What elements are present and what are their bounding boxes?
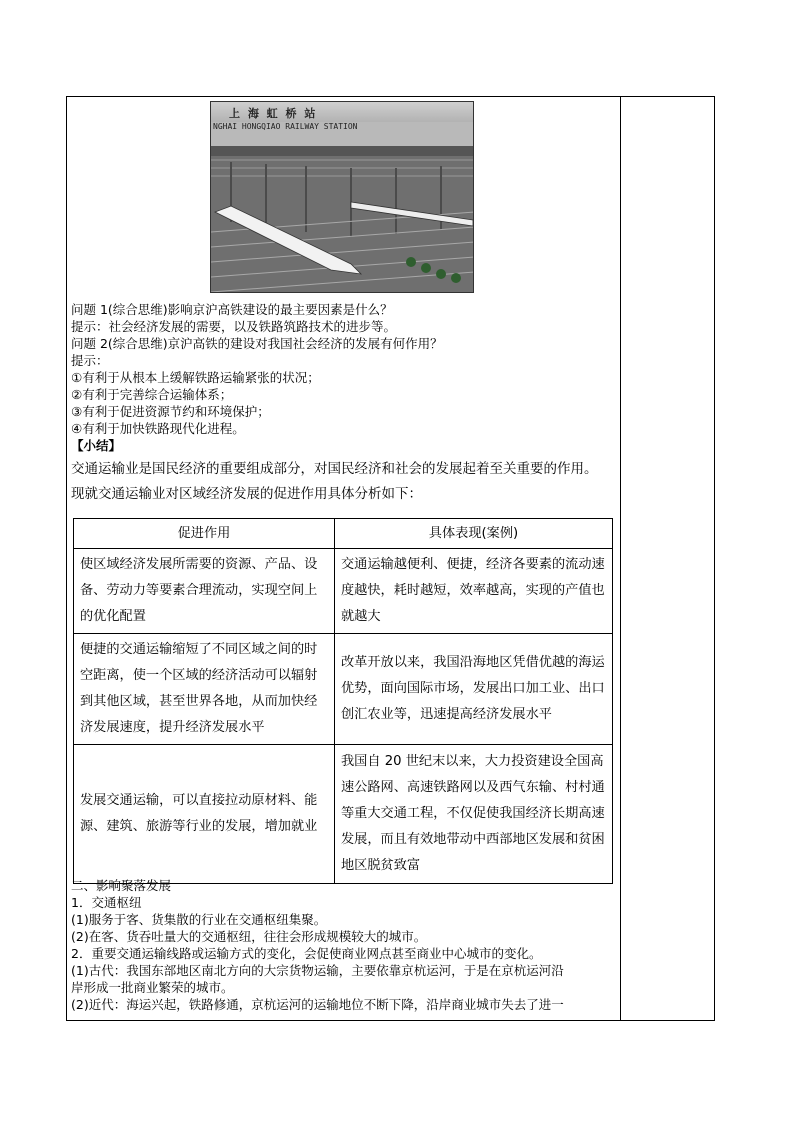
subsection-2-item-2-line-1: (2)近代：海运兴起，铁路修通，京杭运河的运输地位不断下降，沿岸商业城市失去了进一 [71, 997, 564, 1012]
table-cell-example: 改革开放以来，我国沿海地区凭借优越的海运优势，面向国际市场，发展出口加工业、出口创汇农业等，迅速提高经济发展水平 [335, 634, 613, 745]
section-2-title: 二、影响聚落发展 [71, 878, 172, 893]
station-sign-english: NGHAI HONGQIAO RAILWAY STATION [213, 122, 358, 131]
summary-title: 【小结】 [71, 438, 122, 453]
table-cell-example: 我国自 20 世纪末以来，大力投资建设全国高速公路网、高速铁路网以及西气东输、村村通等重大交通工程，不仅促使我国经济长期高速发展，而且有效地带动中西部地区发展和贫困地区脱贫致富 [335, 745, 613, 884]
table-header-example: 具体表现(案例) [335, 519, 613, 549]
table-header-row [74, 519, 613, 549]
question-1: 问题 1(综合思维)影响京沪高铁建设的最主要因素是什么？ [71, 302, 393, 317]
hint-label: 提示： [71, 353, 109, 368]
subsection-2-title: 2．重要交通运输线路或运输方式的变化，会促使商业网点甚至商业中心城市的变化。 [71, 946, 542, 961]
point-2: ②有利于完善综合运输体系； [71, 387, 233, 402]
lesson-content [71, 100, 619, 1020]
point-3: ③有利于促进资源节约和环境保护； [71, 404, 270, 419]
subsection-1-item-1: (1)服务于客、货集散的行业在交通枢纽集聚。 [71, 912, 327, 927]
answer-1: 提示：社会经济发展的需要，以及铁路筑路技术的进步等。 [71, 319, 397, 334]
point-1: ①有利于从根本上缓解铁路运输紧张的状况； [71, 370, 320, 385]
table-cell-effect: 使区域经济发展所需要的资源、产品、设备、劳动力等要素合理流动，实现空间上的优化配置 [74, 549, 335, 634]
subsection-1-item-2: (2)在客、货吞吐量大的交通枢纽，往往会形成规模较大的城市。 [71, 929, 427, 944]
table-row [74, 634, 613, 745]
table-cell-effect: 便捷的交通运输缩短了不同区域之间的时空距离，使一个区域的经济活动可以辐射到其他区域，甚至世界各地，从而加快经济发展速度，提升经济发展水平 [74, 634, 335, 745]
subsection-1-title: 1．交通枢纽 [71, 895, 142, 910]
question-2: 问题 2(综合思维)京沪高铁的建设对我国社会经济的发展有何作用？ [71, 336, 443, 351]
subsection-2-item-1-line-2: 岸形成一批商业繁荣的城市。 [71, 980, 234, 995]
station-sign-chinese: 上 海 虹 桥 站 [229, 107, 318, 120]
summary-text-2: 现就交通运输业对区域经济发展的促进作用具体分析如下： [71, 486, 422, 502]
transport-effect-table [73, 518, 613, 884]
column-divider [620, 97, 621, 1020]
subsection-2-item-1-line-1: (1)古代：我国东部地区南北方向的大宗货物运输，主要依靠京杭运河，于是在京杭运河沿 [71, 963, 564, 978]
table-header-effect: 促进作用 [74, 519, 335, 549]
table-cell-effect: 发展交通运输，可以直接拉动原材料、能源、建筑、旅游等行业的发展，增加就业 [74, 745, 335, 884]
table-row [74, 549, 613, 634]
table-cell-example: 交通运输越便利、便捷，经济各要素的流动速度越快，耗时越短，效率越高，实现的产值也就越大 [335, 549, 613, 634]
point-4: ④有利于加快铁路现代化进程。 [71, 421, 245, 436]
table-row [74, 745, 613, 884]
summary-text-1: 交通运输业是国民经济的重要组成部分，对国民经济和社会的发展起着至关重要的作用。 [71, 461, 598, 477]
